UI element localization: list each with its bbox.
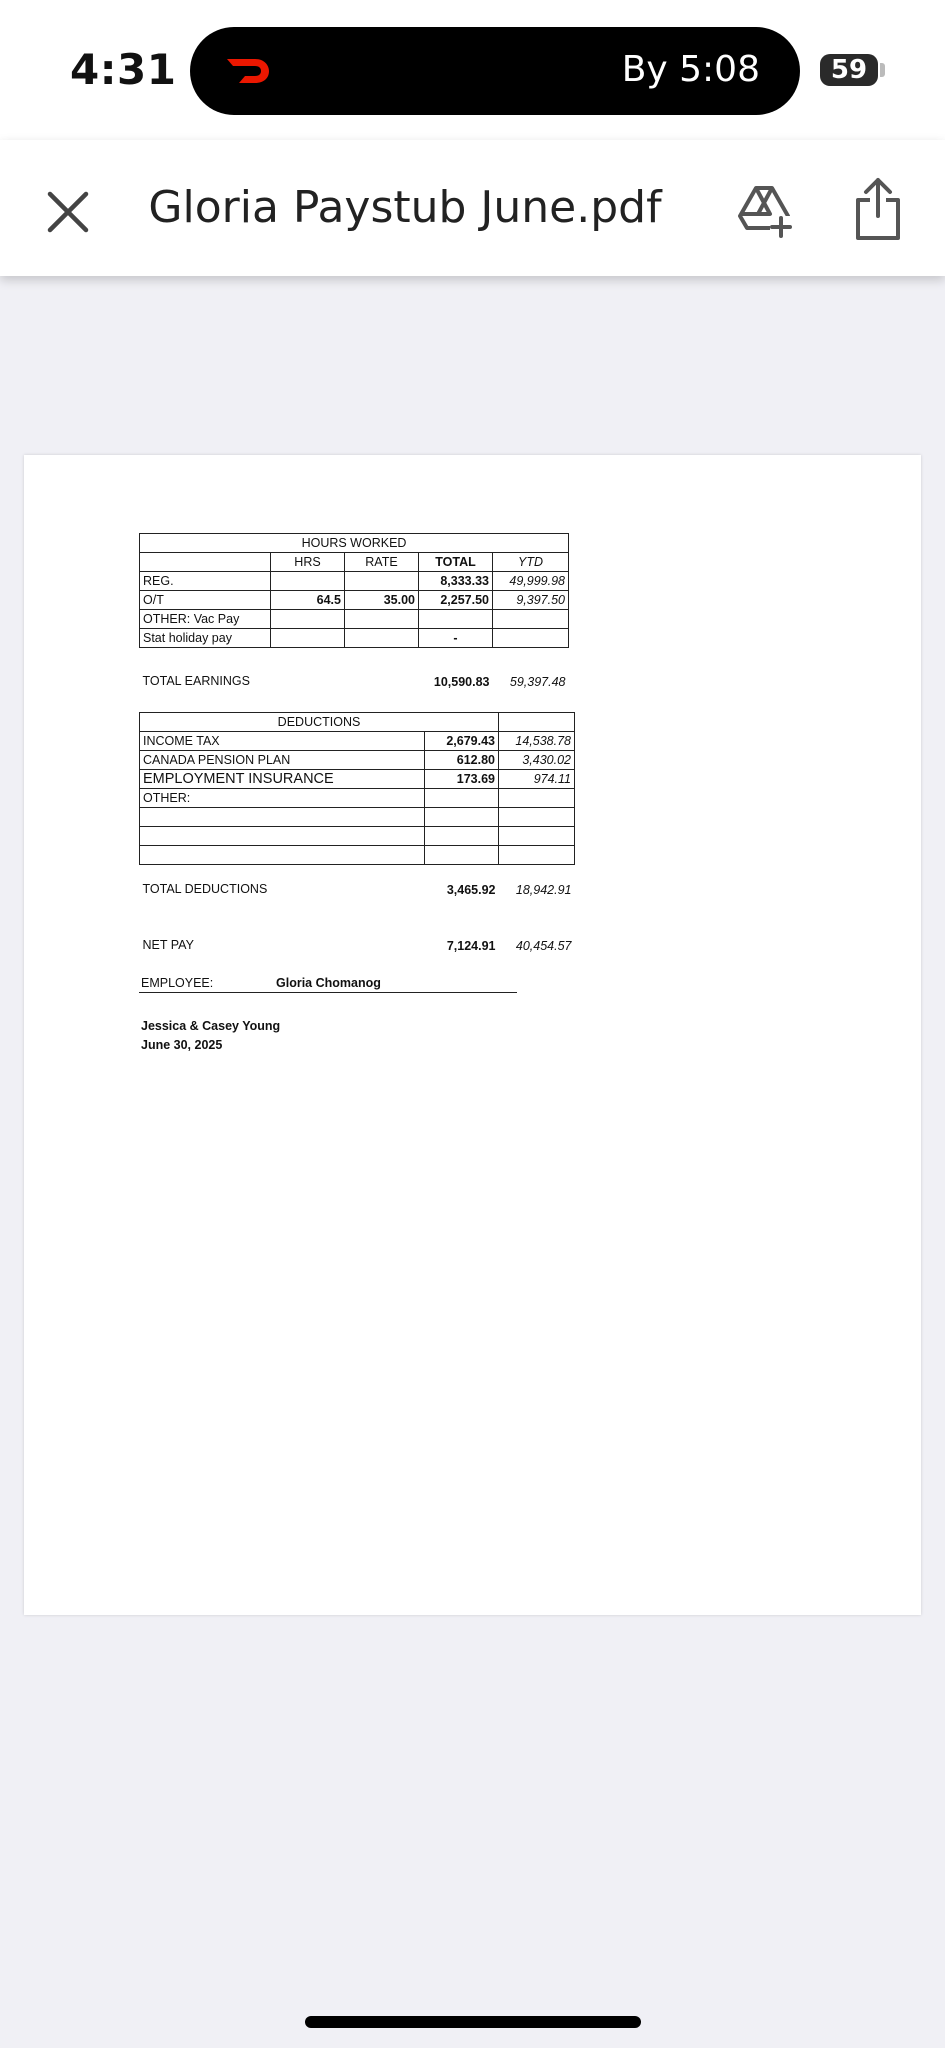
table-row — [140, 807, 575, 826]
share-icon[interactable] — [852, 176, 904, 242]
deduction-total: 173.69 — [425, 769, 499, 788]
ytd-column-header: YTD — [493, 553, 569, 572]
earning-total: 8,333.33 — [419, 572, 493, 591]
employee-label: EMPLOYEE: — [141, 975, 214, 990]
deduction-label — [140, 807, 425, 826]
battery-cap — [880, 63, 885, 77]
table-row — [140, 629, 569, 648]
net-pay-value: 7,124.91 — [446, 938, 496, 953]
earning-rate — [345, 610, 419, 629]
deduction-total: 612.80 — [425, 750, 499, 769]
total-deductions-label: TOTAL DEDUCTIONS — [142, 881, 268, 896]
pdf-page[interactable] — [24, 455, 921, 1615]
doordash-icon — [225, 53, 271, 89]
total-earnings-label: TOTAL EARNINGS — [142, 673, 250, 688]
earning-label: OTHER: Vac Pay — [140, 610, 271, 629]
earning-total: 2,257.50 — [419, 591, 493, 610]
deduction-total — [425, 845, 499, 864]
deduction-ytd — [499, 845, 575, 864]
earning-hrs — [271, 629, 345, 648]
earning-label: REG. — [140, 572, 271, 591]
employee-signature-line — [139, 974, 517, 993]
deduction-ytd — [499, 826, 575, 845]
deduction-label: CANADA PENSION PLAN — [140, 750, 425, 769]
employee-name: Gloria Chomanog — [276, 975, 381, 990]
earning-hrs: 64.5 — [271, 591, 345, 610]
total-earnings-value: 10,590.83 — [433, 674, 490, 689]
earning-ytd: 9,397.50 — [493, 591, 569, 610]
earning-hrs — [271, 610, 345, 629]
deductions-table — [139, 712, 575, 956]
earning-total: - — [419, 629, 493, 648]
deduction-total: 2,679.43 — [425, 731, 499, 750]
document-title: Gloria Paystub June.pdf — [148, 182, 662, 233]
pay-date: June 30, 2025 — [141, 1037, 223, 1052]
earning-rate — [345, 572, 419, 591]
document-toolbar — [0, 140, 945, 276]
deductions-header: DEDUCTIONS — [140, 712, 499, 731]
paystub-document — [139, 533, 575, 1055]
earning-label: Stat holiday pay — [140, 629, 271, 648]
table-row — [140, 769, 575, 788]
earning-rate: 35.00 — [345, 591, 419, 610]
net-pay-ytd: 40,454.57 — [515, 938, 572, 953]
table-row — [140, 610, 569, 629]
earning-ytd — [493, 610, 569, 629]
earning-ytd: 49,999.98 — [493, 572, 569, 591]
deduction-ytd: 3,430.02 — [499, 750, 575, 769]
add-to-drive-icon[interactable] — [734, 180, 794, 240]
dynamic-island-live-activity[interactable] — [190, 27, 800, 115]
table-row — [140, 826, 575, 845]
employer-name: Jessica & Casey Young — [141, 1018, 281, 1033]
earning-rate — [345, 629, 419, 648]
deduction-ytd — [499, 807, 575, 826]
deduction-total — [425, 826, 499, 845]
total-earnings-ytd: 59,397.48 — [509, 674, 566, 689]
hours-worked-header: HOURS WORKED — [140, 534, 569, 553]
deduction-label: INCOME TAX — [140, 731, 425, 750]
deduction-label — [140, 845, 425, 864]
total-deductions-value: 3,465.92 — [446, 882, 496, 897]
table-row — [140, 750, 575, 769]
employer-block — [139, 1017, 575, 1055]
deduction-ytd — [499, 788, 575, 807]
delivery-eta: By 5:08 — [621, 49, 760, 90]
table-row — [140, 572, 569, 591]
deduction-total — [425, 807, 499, 826]
hrs-column-header: HRS — [271, 553, 345, 572]
table-row — [140, 788, 575, 807]
net-pay-label: NET PAY — [142, 937, 194, 952]
earning-hrs — [271, 572, 345, 591]
rate-column-header: RATE — [345, 553, 419, 572]
table-row — [140, 591, 569, 610]
deduction-label: OTHER: — [140, 788, 425, 807]
deduction-label: EMPLOYMENT INSURANCE — [140, 769, 425, 788]
battery-indicator: 59 — [820, 54, 878, 86]
deduction-ytd: 974.11 — [499, 769, 575, 788]
total-deductions-ytd: 18,942.91 — [515, 882, 572, 897]
earning-total — [419, 610, 493, 629]
deduction-label — [140, 826, 425, 845]
deduction-ytd: 14,538.78 — [499, 731, 575, 750]
earning-ytd — [493, 629, 569, 648]
total-column-header: TOTAL — [419, 553, 493, 572]
status-bar — [0, 0, 945, 140]
status-time: 4:31 — [70, 45, 177, 94]
home-indicator[interactable] — [305, 2016, 641, 2028]
table-row — [140, 731, 575, 750]
table-row — [140, 845, 575, 864]
earnings-table — [139, 533, 569, 692]
earning-label: O/T — [140, 591, 271, 610]
deduction-total — [425, 788, 499, 807]
